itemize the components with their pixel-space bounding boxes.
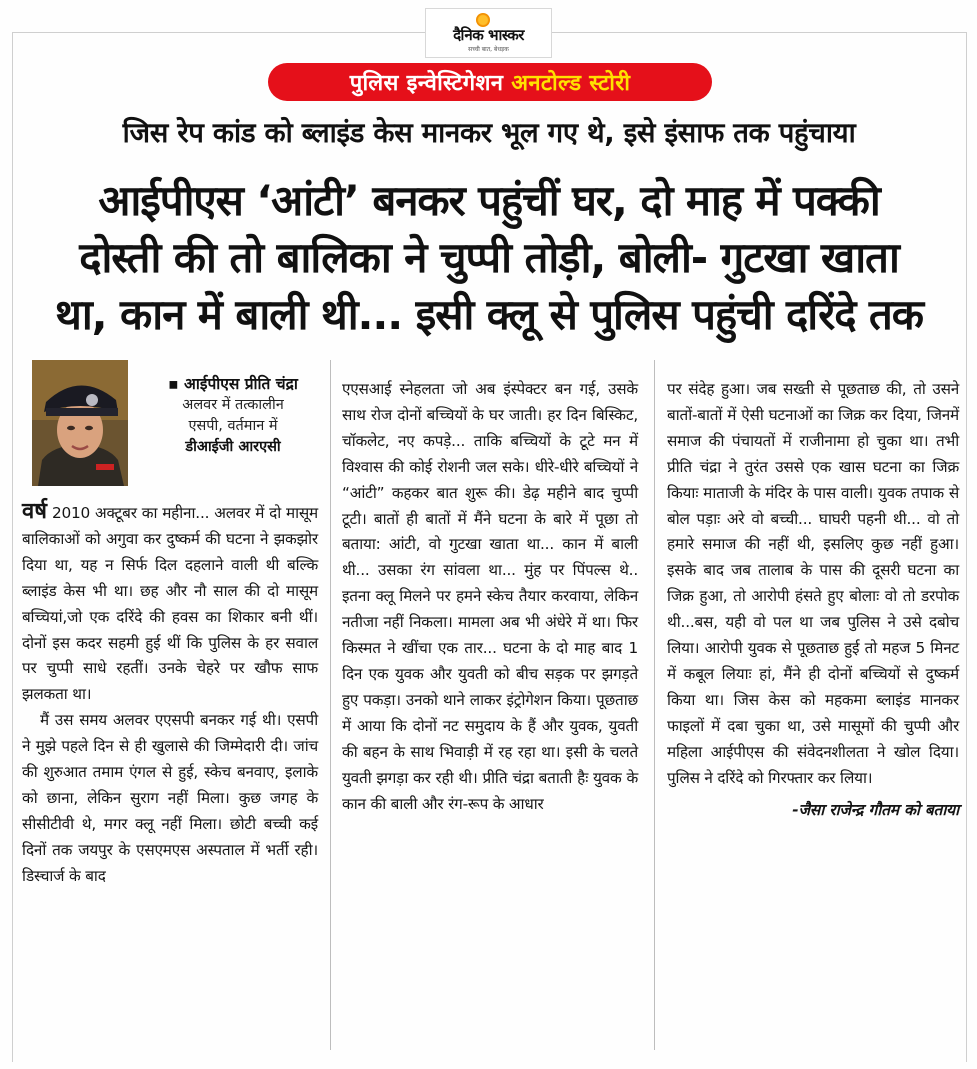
column-divider-1 — [330, 360, 331, 1050]
paragraph-text: 2010 अक्टूबर का महीना... अलवर में दो मासूम बालिकाओं को अगुवा कर दुष्कर्म की घटना ने झकझोर दिया था, यह न सिर्फ दिल दहलाने वाली थी बल्कि ब्लाइंड केस भी था। छह और नौ साल की दो मासूम बच्चियां,जो एक दरिंदे की हवस का शिकार बनी थीं। दोनों इस कदर सहमी हुई थीं कि पुलिस के हर सवाल पर चुप्पी साधे रहतीं। उनके चेहरे पर खौफ साफ झलकता था। — [22, 504, 319, 704]
sub-headline: जिस रेप कांड को ब्लाइंड केस मानकर भूल गए थे, इसे इंसाफ तक पहुंचाया — [122, 117, 856, 149]
author-byline — [140, 374, 326, 458]
drop-word: वर्ष — [22, 499, 47, 524]
frame-left-rule — [12, 32, 13, 1062]
article-paragraph: पर संदेह हुआ। जब सख्ती से पूछताछ की, तो उसने बातों-बातों में ऐसी घटनाओं का जिक्र कर दिया, जिनमें समाज की पंचायतों में राजीनामा हो चुका था। तभी प्रीति चंद्रा ने तुरंत उससे एक खास घटना का जिक्र कियाः माताजी के मंदिर के पास वाली। युवक तपाक से बोल पड़ाः अरे वो बच्ची... घाघरी पहनी थी... वो तो हमारे समाज की नहीं थी, इसलिए कुछ नहीं हुआ। इसके बाद जब तालाब के पास की दूसरी घटना का जिक्र हुआ, तो आरोपी हंसते हुए बोलाः वो तो डरपोक थी...बस, यही वो पल था जब पुलिस ने उसे दबोच लिया। आरोपी युवक से पूछताछ हुई तो महज 5 मिनट में कबूल लियाः हां, मैंने ही दोनों बच्चियों से दुष्कर्म किया था। जिस केस को महकमा ब्लाइंड मानकर फाइलों में दबा चुका था, उसे मासूमों की चुप्पी और महिला आईपीएस की संवेदनशीलता ने खोल दिया। पुलिस ने दरिंदे को गिरफ्तार कर लिया। — [667, 380, 959, 787]
article-signature: -जैसा राजेन्द्र गौतम को बताया — [792, 800, 959, 819]
column-divider-2 — [654, 360, 655, 1050]
frame-top-left-rule — [12, 32, 425, 33]
article-paragraph — [22, 499, 318, 708]
masthead-logo — [425, 8, 552, 58]
banner-label-secondary: अनटोल्ड स्टोरी — [511, 71, 631, 96]
article-column-1 — [22, 499, 318, 890]
article-column-3 — [667, 377, 959, 823]
author-current-post: डीआईजी आरएसी — [185, 439, 281, 455]
frame-right-rule — [966, 32, 967, 1062]
frame-top-right-rule — [550, 32, 967, 33]
author-role-line-1: अलवर में तत्कालीन — [182, 397, 284, 413]
headline-line-1: आईपीएस ‘आंटी’ बनकर पहुंचीं घर, दो माह में पक्की — [98, 176, 880, 225]
masthead-tagline: सच्ची बात, बेधड़क — [468, 46, 509, 53]
section-banner — [268, 63, 712, 101]
masthead-name: दैनिक भास्कर — [453, 26, 524, 44]
banner-label-primary: पुलिस इन्वेस्टिगेशन — [349, 71, 504, 96]
author-photo — [32, 360, 128, 486]
author-portrait-icon — [32, 360, 128, 486]
author-role-line-2: एसपी, वर्तमान में — [188, 418, 278, 434]
article-column-2 — [342, 377, 638, 817]
author-name: ▪ आईपीएस प्रीति चंद्रा — [168, 375, 298, 393]
article-paragraph: मैं उस समय अलवर एएसपी बनकर गई थी। एसपी ने मुझे पहले दिन से ही खुलासे की जिम्मेदारी दी। जांच की शुरुआत तमाम एंगल से हुई, स्केच बनवाए, इलाके को छाना, लेकिन सुराग नहीं मिला। कुछ जगह के सीसीटीवी थे, मगर क्लू नहीं मिला। छोटी बच्ची कई दिनों तक जयपुर के एसएमएस अस्पताल में भर्ती रही। डिस्चार्ज के बाद — [22, 711, 318, 885]
headline-line-2: दोस्ती की तो बालिका ने चुप्पी तोड़ी, बोली- गुटखा खाता — [79, 233, 899, 282]
headline-line-3: था, कान में बाली थी... इसी क्लू से पुलिस पहुंची दरिंदे तक — [55, 290, 923, 339]
article-paragraph: एएसआई स्नेहलता जो अब इंस्पेक्टर बन गई, उसके साथ रोज दोनों बच्चियों के घर जाती। हर दिन बिस्किट, चॉकलेट, नए कपड़े... ताकि बच्चियों के टूटे मन में विश्वास की कोई रोशनी जल सके। धीरे-धीरे बच्चियों ने “आंटी” कहकर बात शुरू की। डेढ़ महीने बाद चुप्पी टूटी। बातों ही बातों में मैंने घटना के बारे में पूछा तो बताया: आंटी, वो गुटखा खाता था... कान में बाली थी... उसका रंग सांवला था... मुंह पर पिंपल्स थे.. इतना क्लू मिलने पर हमने स्केच तैयार करवाया, लेकिन नतीजा नहीं निकला। मामला अब भी अंधेरे में था। फिर किस्मत ने खींचा एक तार... घटना के दो माह बाद 1 दिन एक युवक और युवती को बीच सड़क पर झगड़ते हुए पकड़ा। उनको थाने लाकर इंट्रोगेशन किया। पूछताछ में आया कि दोनों नट समुदाय के हैं और युवक, युवती की बहन के साथ भिवाड़ी में रह रहा था। इसी के चलते युवती झगड़ा कर रही थी। प्रीति चंद्रा बताती हैः युवक के कान की बाली और रंग-रूप के आधार — [342, 380, 638, 813]
